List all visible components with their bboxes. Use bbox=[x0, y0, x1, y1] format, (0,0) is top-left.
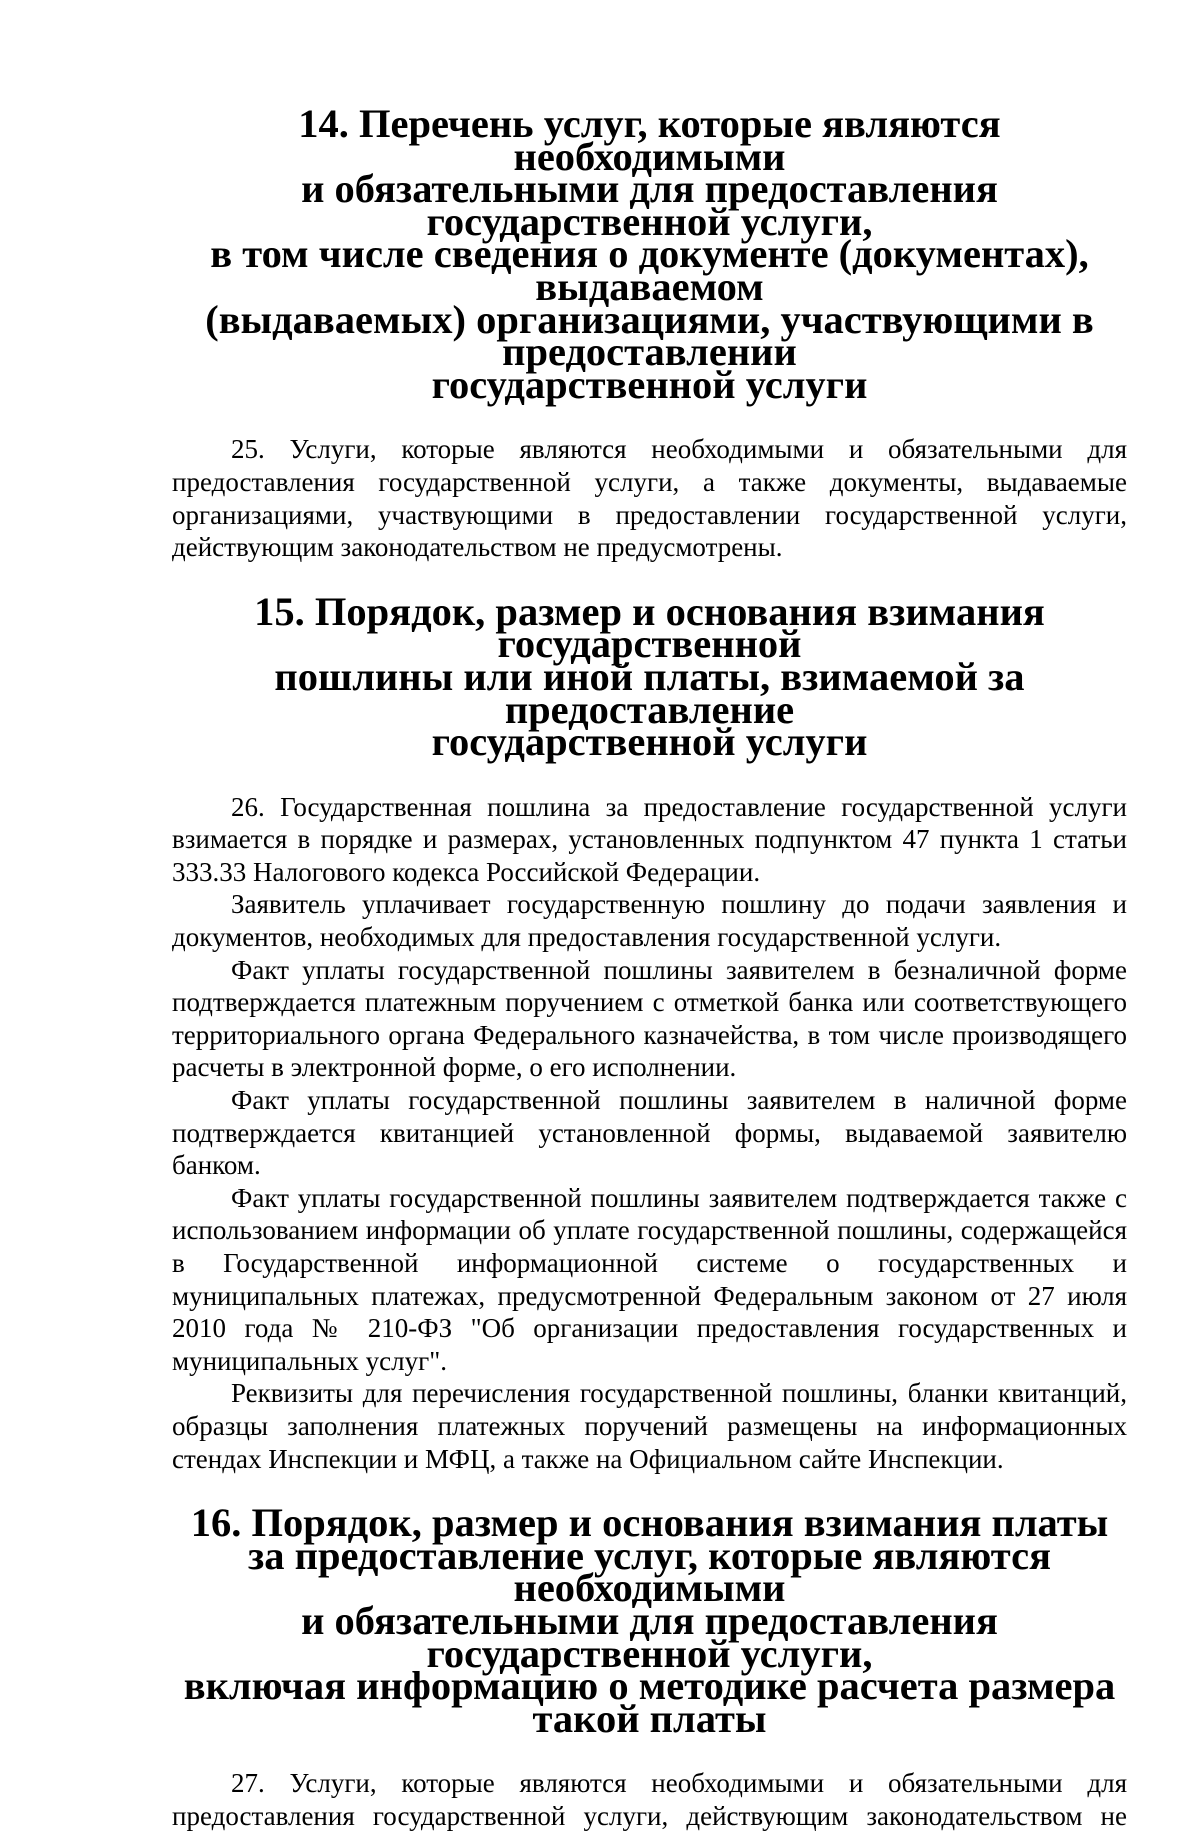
title-line: 16. Порядок, размер и основания взимания платы bbox=[190, 1500, 1109, 1546]
document-page bbox=[172, 101, 1127, 1833]
title-line: включая информацию о методике расчета размера такой платы bbox=[183, 1663, 1116, 1741]
title-line: государственной услуги bbox=[431, 361, 868, 407]
title-line: 14. Перечень услуг, которые являются необходимыми bbox=[298, 101, 1001, 179]
title-line: за предоставление услуг, которые являются необходимыми bbox=[247, 1532, 1052, 1611]
section-title-16 bbox=[172, 1500, 1127, 1741]
paragraph-26-cash: Факт уплаты государственной пошлины заявителем в наличной форме подтверждается квитанцией установленной формы, выдаваемой заявителю банком. bbox=[172, 1085, 1127, 1181]
paragraph-26-requisites: Реквизиты для перечисления государственной пошлины, бланки квитанций, образцы заполнения платежных поручений размещены на информационных стендах Инспекции и МФЦ, а также на Официальном сайте Инспекции. bbox=[172, 1378, 1127, 1474]
title-line: (выдаваемых) организациями, участвующими в предоставлении bbox=[205, 296, 1094, 375]
title-line: 15. Порядок, размер и основания взимания государственной bbox=[254, 588, 1045, 667]
paragraph-25: 25. Услуги, которые являются необходимыми и обязательными для предоставления государственной услуги, а также документы, выдаваемые организациями, участвующими в предоставлении государственной услуги, действующим законодательством не предусмотрены. bbox=[172, 434, 1127, 563]
paragraph-26-gis: Факт уплаты государственной пошлины заявителем подтверждается также с использованием информации об уплате государственной пошлины, содержащейся в Государственной информационной системе о государственных и муниципальных платежах, предусмотренной Федеральным законом от 27 июля 2010 года № 210-ФЗ "Об организации предоставления государственных и муниципальных услуг". bbox=[172, 1182, 1127, 1376]
spacer bbox=[172, 1735, 1127, 1767]
section-title-15 bbox=[172, 588, 1127, 765]
paragraph-26-noncash: Факт уплаты государственной пошлины заявителем в безналичной форме подтверждается платежным поручением с отметкой банка или соответствующего территориального органа Федерального казначейства, в том числе производящего расчеты в электронной форме, о его исполнении. bbox=[172, 954, 1127, 1083]
title-line: пошлины или иной платы, взимаемой за предоставление bbox=[274, 653, 1025, 732]
section-title-14 bbox=[172, 101, 1127, 407]
paragraph-26: 26. Государственная пошлина за предоставление государственной услуги взимается в порядке и размерах, установленных подпунктом 47 пункта 1 статьи 333.33 Налогового кодекса Российской Федерации. bbox=[172, 791, 1127, 887]
title-line: и обязательными для предоставления государственной услуги, bbox=[301, 166, 998, 244]
paragraph-27: 27. Услуги, которые являются необходимыми и обязательными для предоставления государственной услуги, действующим законодательством не bbox=[172, 1768, 1127, 1831]
paragraph-26-payment: Заявитель уплачивает государственную пошлину до подачи заявления и документов, необходимых для предоставления государственной услуги. bbox=[172, 889, 1127, 953]
title-line: и обязательными для предоставления государственной услуги, bbox=[301, 1597, 998, 1676]
title-line: в том числе сведения о документе (документах), выдаваемом bbox=[210, 231, 1089, 309]
title-line: государственной услуги bbox=[431, 719, 868, 765]
